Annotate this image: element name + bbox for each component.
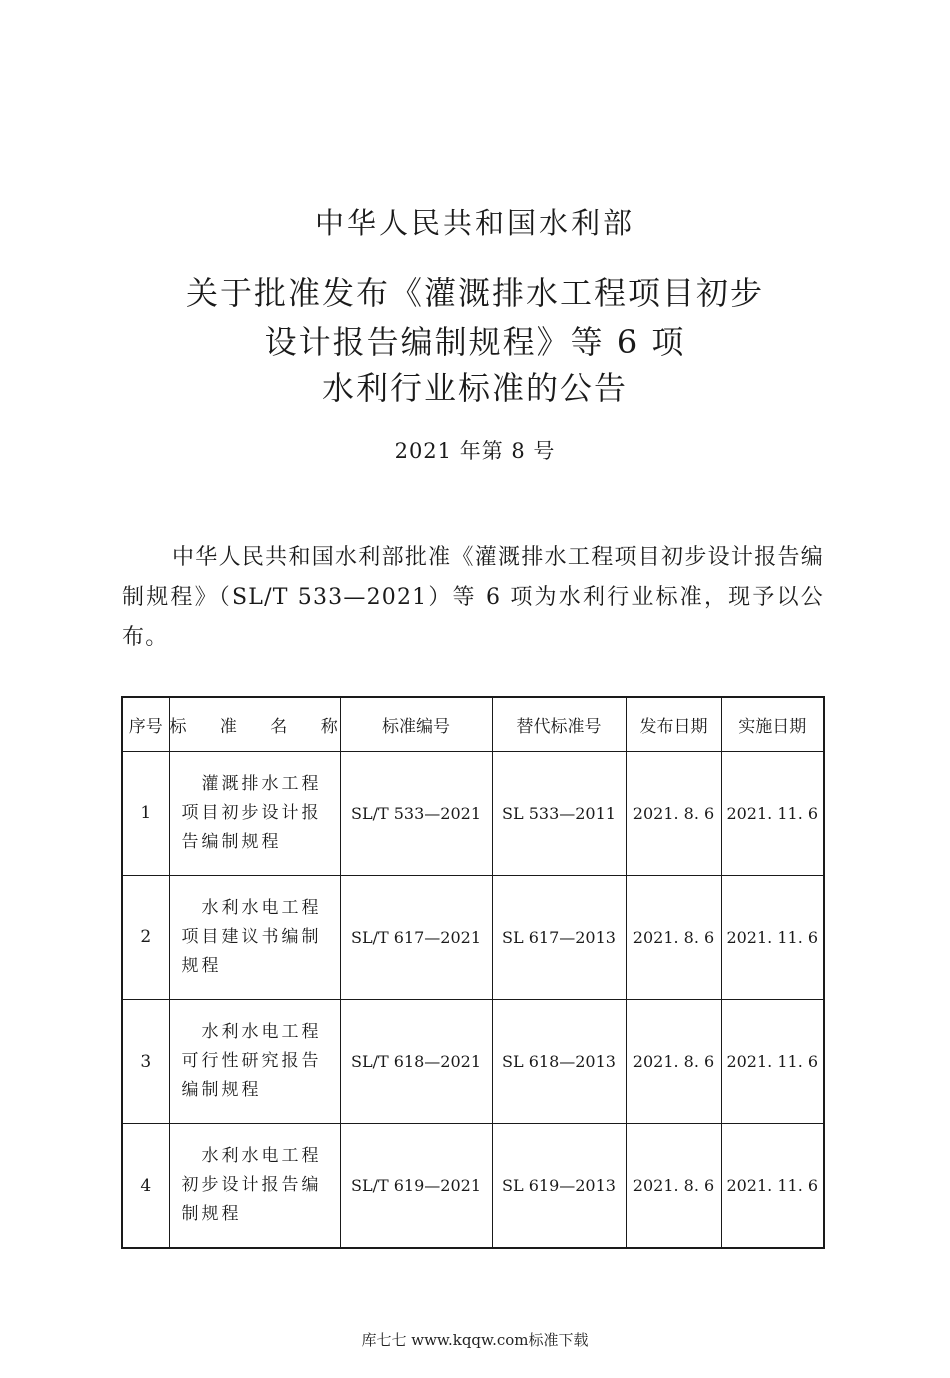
title-line-1: 关于批准发布《灌溉排水工程项目初步 bbox=[185, 274, 764, 312]
table-row bbox=[122, 1000, 824, 1124]
title-line-3: 水利行业标准的公告 bbox=[321, 369, 628, 407]
cell-no: 4 bbox=[122, 1124, 169, 1248]
col-header-publish-date: 发布日期 bbox=[626, 697, 721, 751]
cell-publish-date: 2021. 8. 6 bbox=[626, 875, 721, 999]
col-header-name: 标 准 名 称 bbox=[169, 697, 340, 751]
cell-name: 水利水电工程可行性研究报告编制规程 bbox=[169, 1000, 340, 1124]
cell-code: SL/T 617—2021 bbox=[340, 875, 492, 999]
cell-replaces: SL 533—2011 bbox=[492, 751, 626, 875]
table-header-row bbox=[122, 697, 824, 751]
cell-name: 水利水电工程项目建议书编制规程 bbox=[169, 875, 340, 999]
col-header-code: 标准编号 bbox=[340, 697, 492, 751]
cell-code: SL/T 618—2021 bbox=[340, 1000, 492, 1124]
cell-effective-date: 2021. 11. 6 bbox=[721, 1000, 824, 1124]
cell-replaces: SL 619—2013 bbox=[492, 1124, 626, 1248]
cell-effective-date: 2021. 11. 6 bbox=[721, 751, 824, 875]
document-number: 2021 年第 8 号 bbox=[394, 439, 556, 463]
cell-publish-date: 2021. 8. 6 bbox=[626, 1000, 721, 1124]
cell-code: SL/T 619—2021 bbox=[340, 1124, 492, 1248]
title-line-2: 设计报告编制规程》等 6 项 bbox=[264, 323, 686, 361]
col-header-effective-date: 实施日期 bbox=[721, 697, 824, 751]
standards-table bbox=[121, 696, 825, 1249]
cell-no: 2 bbox=[122, 875, 169, 999]
col-header-replaces: 替代标准号 bbox=[492, 697, 626, 751]
cell-effective-date: 2021. 11. 6 bbox=[721, 875, 824, 999]
cell-publish-date: 2021. 8. 6 bbox=[626, 751, 721, 875]
table-row bbox=[122, 875, 824, 999]
cell-publish-date: 2021. 8. 6 bbox=[626, 1124, 721, 1248]
cell-no: 1 bbox=[122, 751, 169, 875]
cell-name: 水利水电工程初步设计报告编制规程 bbox=[169, 1124, 340, 1248]
footer-watermark: 库七七 www.kqqw.com标准下载 bbox=[361, 1331, 589, 1349]
cell-effective-date: 2021. 11. 6 bbox=[721, 1124, 824, 1248]
col-header-no: 序号 bbox=[122, 697, 169, 751]
cell-code: SL/T 533—2021 bbox=[340, 751, 492, 875]
table-row bbox=[122, 751, 824, 875]
announcement-paragraph: 中华人民共和国水利部批准《灌溉排水工程项目初步设计报告编制规程》（SL/T 533—2021）等 6 项为水利行业标准，现予以公布。 bbox=[122, 545, 824, 650]
cell-replaces: SL 617—2013 bbox=[492, 875, 626, 999]
cell-name: 灌溉排水工程项目初步设计报告编制规程 bbox=[169, 751, 340, 875]
cell-replaces: SL 618—2013 bbox=[492, 1000, 626, 1124]
table-row bbox=[122, 1124, 824, 1248]
issuer-heading: 中华人民共和国水利部 bbox=[314, 206, 635, 240]
cell-no: 3 bbox=[122, 1000, 169, 1124]
